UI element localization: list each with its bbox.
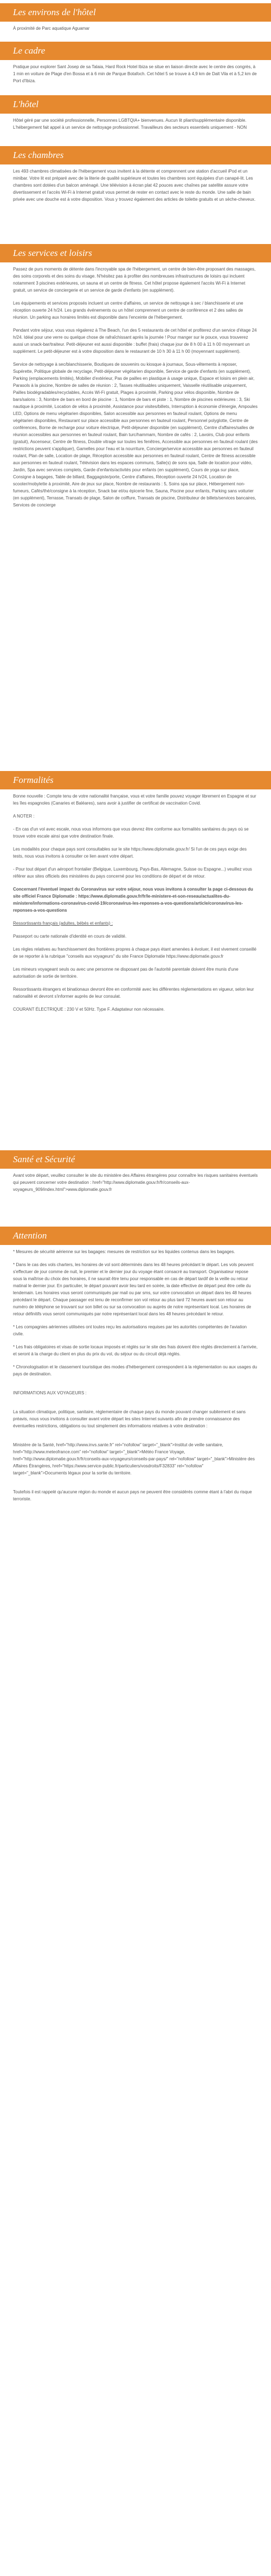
paragraph: Les règles relatives au franchissement des frontières propres à chaque pays étant amenées à évoluer, il est vivement conseillé de se reporter à la rubrique "conseils aux voyageurs" du site France Diplomatie https://www.diplomatie.gouv.fr xyxy=(13,947,257,959)
paragraph: Service de nettoyage à sec/blanchisserie, Boutiques de souvenirs ou kiosque à journaux, Sous-vêtements à reposer, Supérette, Politique globale de recyclage, Petit-déjeuner végétarien disponible, Service de garde d'enfants (en supplément), Parking (emplacements limités), Mobilier d'extérieur, Pas de pailles en plastique à usage unique, Espace et loisirs en plein air, Parasols à la piscine, Nombre de salles de réunion : 2, Tasses réutilisables uniquement, Vaisselle réutilisable uniquement, Pailles biodégradables/recyclables, Accès Wi-Fi gratuit, Plages à proximité, Parking pour vélos disponible, Nombre de bars/salons : 3, Nombre de bars en bord de piscine : 1, Nombre de bars et piste : 1, Nombre de piscines extérieures : 3, Ski nautique à proximité, Location de vélos à proximité, Assistance pour visites/billets, Interruption à économie d'énergie, Ampoules LED, Options de menu végétarien disponibles, Salon accessible aux personnes en fauteuil roulant, Options de menu végétarien disponibles, Restaurant sur place accessible aux personnes en fauteuil roulant, Personnel polyglotte, Centre de conférences, Borne de recharge pour voiture électrique, Petit-déjeuner disponible (en supplément), Centre d'affaires/salles de réunion accessibles aux personnes en fauteuil roulant, Bain turc/hammam, Nombre de cafés : 2, Lavoirs, Club pour enfants (gratuit), Ascenseur, Centre de fitness, Double vitrage sur toutes les fenêtres, Accessible aux personnes en fauteuil roulant (des restrictions peuvent s'appliquer), Gamelles pour l'eau et la nourriture, Concierge/service accessible aux personnes en fauteuil roulant, Plan de salle, Location de plage, Réception accessible aux personnes en fauteuil roulant, Centre de fitness accessible aux personnes en fauteuil roulant, Télévision dans les espaces communs, Salle(s) de sons spa, Salle de location pour vidéo, Jardin, Spa avec services complets, Garde d'enfants/activités pour enfants (en supplément), Cours de yoga sur place, Consigne à bagages, Table de billard, Baggagiste/porte, Centre d'affaires, Réception ouverte 24 h/24, Location de scooter/mobylette à proximité, Aire de jeux sur place, Nombre de restaurants : 5, Soins spa sur place, Hébergement non-fumeurs, Cafés/thé/consigne à la réception, Snack bar et/ou épicerie fine, Sauna, Piscine pour enfants, Parking sans voiturier (en supplément), Terrasse, Transats de plage, Salon de coiffure, Transats de piscine, Distributeur de billets/services bancaires, Services de concierge xyxy=(13,362,258,508)
paragraph: Toutefois il est rappelé qu'aucune région du monde et aucun pays ne peuvent être considérés comme étant à l'abri du risque terroriste. xyxy=(13,1490,252,1501)
paragraph: INFORMATIONS AUX VOYAGEURS : xyxy=(13,1391,87,1395)
section-title: L'hôtel xyxy=(0,95,271,114)
section-chambres xyxy=(0,146,271,209)
section-body xyxy=(0,262,271,509)
section-formalites xyxy=(0,771,271,1019)
section-attention xyxy=(0,1227,271,1508)
section-body xyxy=(0,1169,271,1193)
section-body xyxy=(0,22,271,32)
section-title: Les chambres xyxy=(0,146,271,164)
paragraph: * Dans le cas des vols charters, les horaires de vol sont déterminés dans les 48 heures précédant le départ. Les vols peuvent s'effectuer de jour comme de nuit, le premier et le dernier jour du voyage étant consacré au transport. Organisateur repose sous la maîtrise du choix des horaires, il ne saurait être tenu pour responsable en cas de départ tardif de la veille ou retour matinal le dernier jour. En particulier, le départ pouvant avoir lieu tard en soirée, la date effective de départ peut être celle du lendemain. Les horaires vous seront communiqués par mail ou par sms, sur votre convocation un départ dans les 48 heures précédant le départ. Chaque passager est tenu de reconfirmer son vol retour au plus tard 72 heures avant son retour au numéro de téléphone se trouvant sur son billet ou sur sa convocation ou auprès de notre représentant local. Les horaires de retour définitifs vous seront communiqués par notre représentant local dans les 48 heures précédant le retour. xyxy=(13,1262,254,1316)
paragraph: Concernant l'éventuel impact du Coronavirus sur votre séjour, nous vous invitons à consulter la page ci-dessous du site officiel France Diplomatie : https://www.diplomatie.gouv.fr/fr/le-ministere-et-son-reseau/actualites-du-ministere/informations-coronavirus-covid-19/coronavirus-les-reponses-a-vos-questions/article/coronavirus-les-reponses-a-vos-questions xyxy=(13,887,253,913)
paragraph: - En cas d'un vol avec escale, nous vous informons que vous devrez être conforme aux formalités sanitaires du pays où se trouve votre escale ainsi que votre destination finale. xyxy=(13,827,249,839)
paragraph: Avant votre départ, veuillez consulter le site du ministère des Affaires étrangères pour connaître les risques sanitaires éventuels qui peuvent concerner votre destination : href="http://www.diplomatie.gouv.fr/fr/conseils-aux-voyageurs_909/index.html">www.diplomatie.gouv.fr xyxy=(13,1173,258,1192)
paragraph: - Pour tout départ d'un aéroport frontalier (Belgique, Luxembourg, Pays-Bas, Allemagne, Suisse ou Espagne...) veuillez vous référer aux sites officiels des ministères du pays concerné pour les conditions de départ et de retour. xyxy=(13,867,252,879)
paragraph: Ressortissants français (adultes, bébés et enfants) : xyxy=(13,921,113,926)
paragraph: Ministère de la Santé, href="http://www.invs.sante.fr" rel="nofollow" target="_blank">Institut de veille sanitaire, href="http://www.meteofrance.com" rel="nofollow" target="_blank">Météo France Voyage, href="http://www.diplomatie.gouv.fr/fr/conseils-aux-voyageurs/conseils-par-pays/" rel="nofollow" target="_blank">Ministère des Affaires Étrangères, href="https://www.service-public.fr/particuliers/vosdroits/F32833" rel="nofollow" target="_blank">Documents légaux pour la sortie du territoire. xyxy=(13,1442,255,1475)
paragraph: Pendant votre séjour, vous vous régalerez à The Beach, l'un des 5 restaurants de cet hôtel et profiterez d'un service d'étage 24 h/24. Idéal pour une verre ou quelque chose de rafraîchissant après la journée ! Pour manger sur le pouce, vous trouverez aussi un snack-bar/traiteur. Petit-déjeuner est aussi disponible : buffet (frais) chaque jour de 8 h 00 à 11 h 00 moyennant un supplément. Le petit-déjeuner est à votre disposition dans le restaurant de 10 h 30 à 11 h 00 (moyennant supplément). xyxy=(13,328,257,354)
section-sante-securite xyxy=(0,1150,271,1199)
section-body xyxy=(0,164,271,203)
paragraph: Bonne nouvelle : Compte tenu de votre nationalité française, vous et votre famille pouvez voyager librement en Espagne et sur les îles espagnoles (Canaries et Baléares), sans avoir à justifier de certificat de vaccination Covid. xyxy=(13,794,256,806)
paragraph: Les 493 chambres climatisées de l'hébergement vous invitent à la détente et comprennent une station d'accueil iPod et un minibar. Votre lit est préparé avec de la literie de qualité supérieure et toutes les chambres sont équipées d'un canapé-lit. Les chambres sont dotées d'un balcon aménagé. Une télévision à écran plat 42 pouces avec chaînes par satellite assure votre divertissement et l'accès Wi-Fi à Internet gratuit vous permet de rester en contact avec le reste du monde. Une salle de bain privée avec une douche est à votre disposition. Vous y trouvez également des articles de toilette gratuits et un sèche-cheveux. xyxy=(13,169,256,202)
paragraph: Pratique pour explorer Sant Josep de sa Talaia, Hard Rock Hotel Ibiza se situe en liaison directe avec le centre des congrès, à 1 min en voiture de Plage d'en Bossa et à 6 min de Parque Botafoch. Cet hôtel 5 se trouve à 4,9 km de Dalt Vila et à 5,2 km de Port d'Ibiza. xyxy=(13,64,257,83)
section-body xyxy=(0,1245,271,1503)
section-title: Attention xyxy=(0,1227,271,1245)
paragraph: * Les frais obligatoires et visas de sortie locaux imposés et réglés sur le site des frais doivent être réglés directement à l'arrivée, et seront à la charge du client en plus du prix du vol, du séjour ou du circuit déjà réglés. xyxy=(13,1345,258,1356)
section-body xyxy=(0,789,271,1013)
paragraph: La situation climatique, politique, sanitaire, réglementaire de chaque pays du monde pouvant changer subitement et sans préavis, nous vous invitons à consulter avant votre départ les sites Internet suivants afin de prendre connaissance des éventuelles restrictions, obligations ou tout simplement des informations relatives à votre destination : xyxy=(13,1409,246,1428)
spacer xyxy=(13,1435,258,1441)
paragraph: Les modalités pour chaque pays sont consultables sur le site https://www.diplomatie.gouv.fr/ Si l'un de ces pays exige des tests, nous vous invitons à consulter ce lien avant votre départ. xyxy=(13,847,247,859)
section-title: Le cadre xyxy=(0,42,271,60)
section-services-loisirs xyxy=(0,244,271,515)
section-body xyxy=(0,60,271,84)
paragraph: COURANT ÉLECTRIQUE : 230 V et 50Hz. Type F. Adaptateur non nécessaire. xyxy=(13,1007,165,1012)
section-body xyxy=(0,114,271,131)
paragraph: Hôtel géré par une société professionnelle, Personnes LGBTQIA+ bienvenues. Aucun lit pliant/supplémentaire disponible. L'hébergement fait appel à un service de nettoyage professionnel. Travailleurs des secteurs essentiels uniquement - NON xyxy=(13,118,247,130)
section-title: Les environs de l'hôtel xyxy=(0,3,271,22)
section-title: Les services et loisirs xyxy=(0,244,271,262)
paragraph: Passeport ou carte nationale d'identité en cours de validité. xyxy=(13,934,127,939)
paragraph: * Mesures de sécurité aérienne sur les bagages: mesures de restriction sur les liquides contenus dans les bagages. xyxy=(13,1249,235,1254)
paragraph: * Les compagnies aériennes utilisées ont toutes reçu les autorisations requises par les autorités compétentes de l'aviation civile. xyxy=(13,1325,247,1336)
spacer xyxy=(13,1483,258,1488)
paragraph: À proximité de Parc aquatique Aguamar xyxy=(13,26,90,31)
paragraph: Ressortissants étrangers et binationaux devront être en conformité avec les différentes réglementations en vigueur, selon leur nationalité et devront s'informer auprès de leur consulat. xyxy=(13,987,254,999)
paragraph: A NOTER : xyxy=(13,814,35,819)
section-hotel xyxy=(0,95,271,137)
spacer xyxy=(13,1402,258,1408)
spacer xyxy=(13,1383,258,1389)
section-cadre xyxy=(0,42,271,90)
paragraph: Passez de purs moments de détente dans l'incroyable spa de l'hébergement, un centre de bien-être proposant des massages, des soins corporels et des soins du visage. N'hésitez pas à profiter des nombreuses infrastructures de loisirs qui incluent notamment 3 piscines extérieures, un sauna et un centre de fitness. Cet hôtel propose également l'accès Wi-Fi à Internet gratuit, un service de conciergerie et un service de garde d'enfants (en supplément). xyxy=(13,267,256,293)
paragraph: Les mineurs voyageant seuls ou avec une personne ne disposant pas de l'autorité parentale doivent être munis d'une autorisation de sortie de territoire. xyxy=(13,967,238,979)
paragraph: * Chronologisation et le classement touristique des modes d'hébergement correspondent à la réglementation ou aux usages du pays de destination. xyxy=(13,1365,257,1376)
section-title: Santé et Sécurité xyxy=(0,1150,271,1169)
section-environs xyxy=(0,3,271,38)
paragraph: Les équipements et services proposés incluent un centre d'affaires, un service de nettoyage à sec / blanchisserie et une réception ouverte 24 h/24. Les grands événements ou un hôtel comprennent un centre de conférence et 2 des salles de réunion. Un parking aux horaires limités est disponible dans l'enceinte de l'hébergement. xyxy=(13,301,243,320)
section-title: Formalités xyxy=(0,771,271,789)
